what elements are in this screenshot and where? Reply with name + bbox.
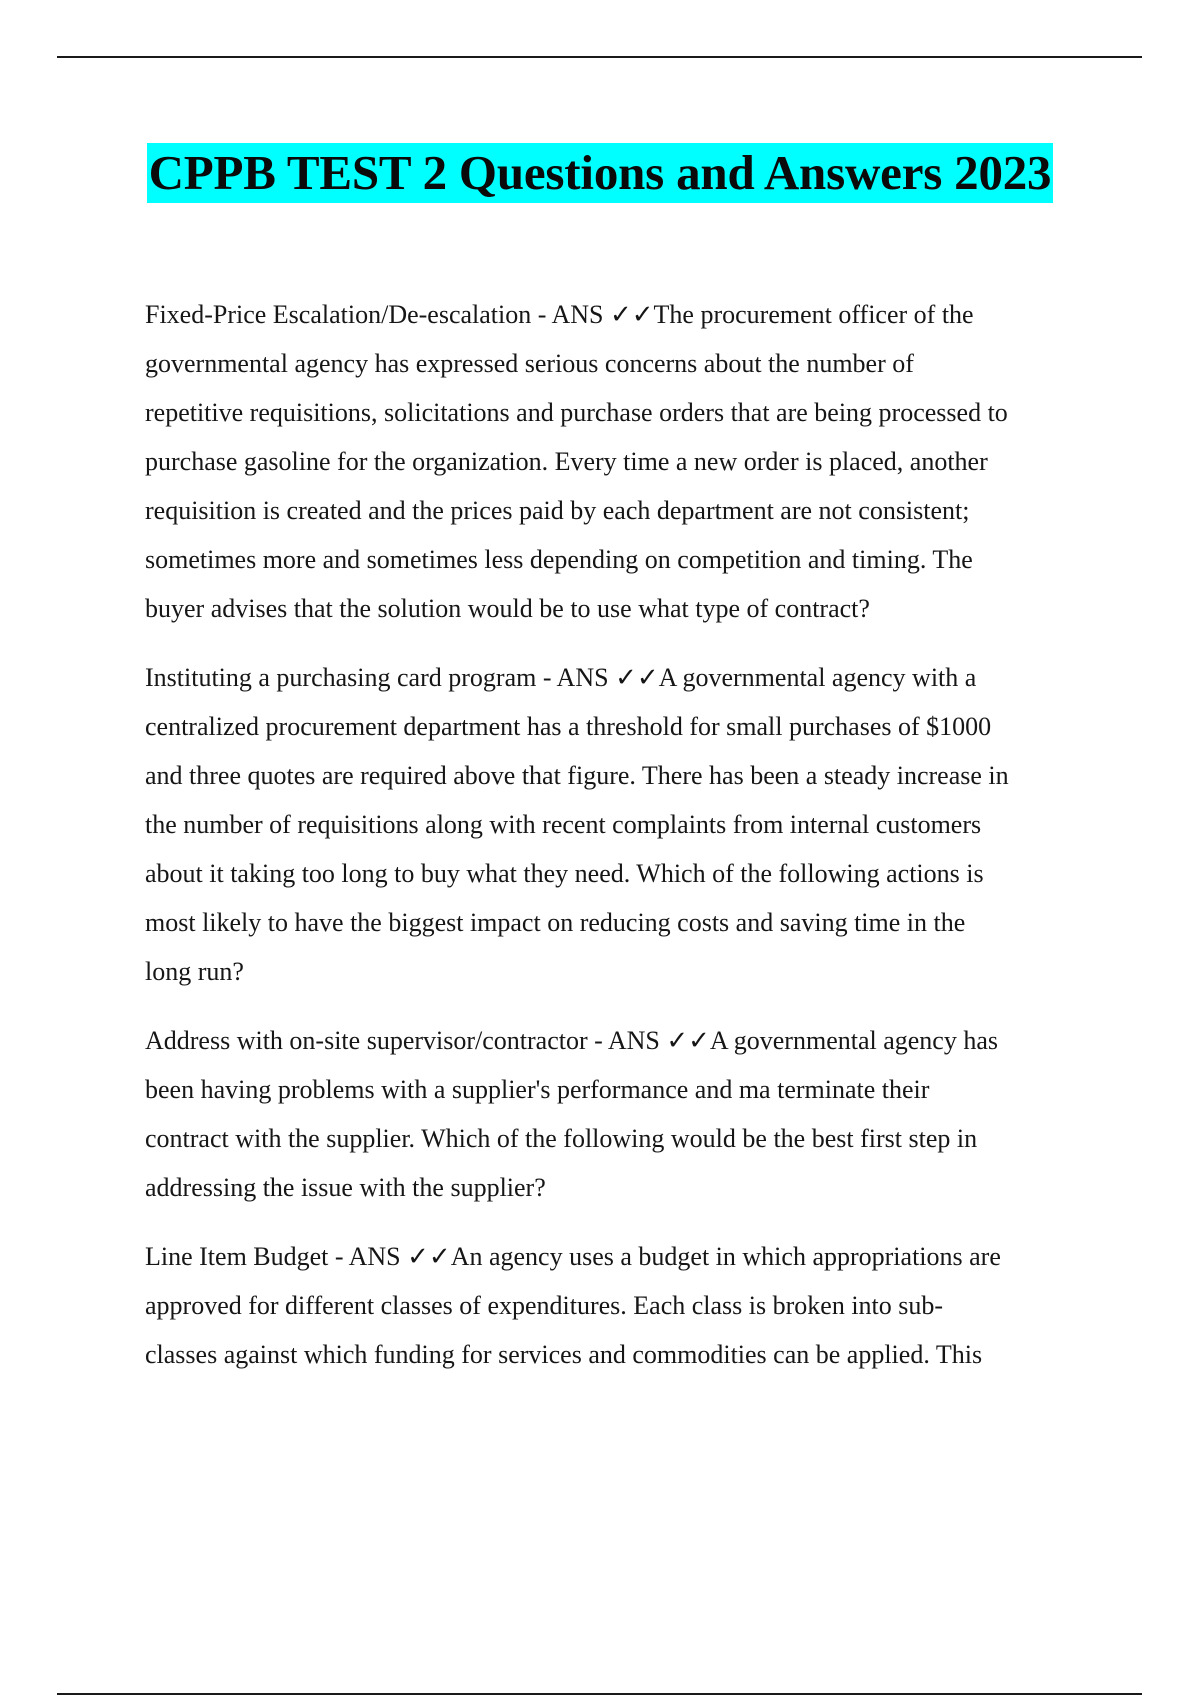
qa-item [145,653,1090,996]
qa-line: most likely to have the biggest impact on reducing costs and saving time in the [145,908,966,937]
qa-item [145,290,1090,633]
qa-line: contract with the supplier. Which of the following would be the best first step in [145,1124,978,1153]
qa-line: Address with on-site supervisor/contractor - ANS ✓✓A governmental agency has [145,1026,998,1055]
qa-line: purchase gasoline for the organization. Every time a new order is placed, another [145,447,988,476]
qa-line: governmental agency has expressed serious concerns about the number of [145,349,914,378]
qa-line: centralized procurement department has a threshold for small purchases of $1000 [145,712,992,741]
qa-line: been having problems with a supplier's performance and ma terminate their [145,1075,930,1104]
document-title: CPPB TEST 2 Questions and Answers 2023 [147,143,1054,203]
qa-line: Line Item Budget - ANS ✓✓An agency uses a budget in which appropriations are [145,1242,1001,1271]
title-container [0,143,1200,203]
bottom-rule [57,1693,1142,1695]
qa-line: and three quotes are required above that figure. There has been a steady increase in [145,761,1009,790]
top-rule [57,56,1142,58]
qa-line: buyer advises that the solution would be to use what type of contract? [145,594,870,623]
qa-line: long run? [145,957,244,986]
qa-line: Fixed-Price Escalation/De-escalation - ANS ✓✓The procurement officer of the [145,300,974,329]
qa-line: repetitive requisitions, solicitations and purchase orders that are being processed to [145,398,1008,427]
qa-line: Instituting a purchasing card program - ANS ✓✓A governmental agency with a [145,663,977,692]
qa-line: classes against which funding for services and commodities can be applied. This [145,1340,983,1369]
qa-item [145,1016,1090,1212]
qa-line: requisition is created and the prices paid by each department are not consistent; [145,496,970,525]
qa-list [145,290,1090,1399]
qa-line: addressing the issue with the supplier? [145,1173,546,1202]
qa-item [145,1232,1090,1379]
qa-line: approved for different classes of expenditures. Each class is broken into sub- [145,1291,944,1320]
qa-line: the number of requisitions along with recent complaints from internal customers [145,810,982,839]
qa-line: about it taking too long to buy what they need. Which of the following actions is [145,859,984,888]
qa-line: sometimes more and sometimes less depending on competition and timing. The [145,545,973,574]
